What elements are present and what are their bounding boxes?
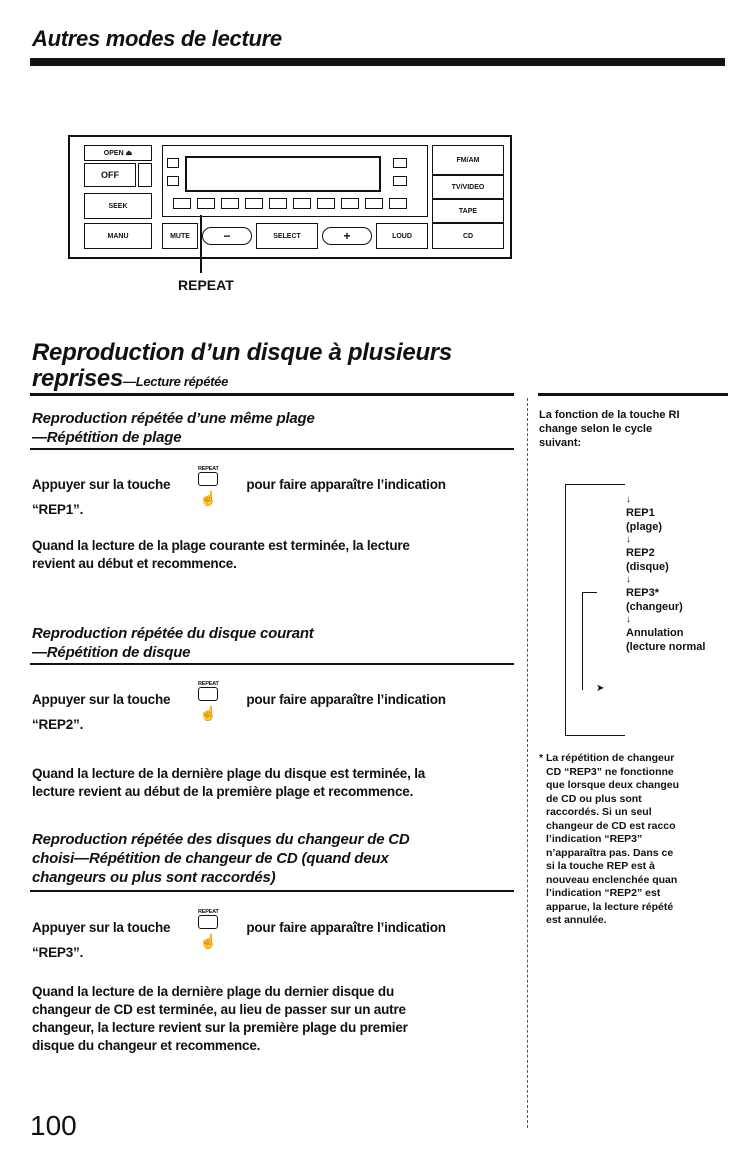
arrow-down-icon: ↓	[626, 494, 631, 505]
repeat-callout-label: REPEAT	[178, 277, 234, 293]
note-line: si la touche REP est à	[546, 860, 655, 872]
repeat-key-label: REPEAT	[197, 681, 219, 687]
tv-video-button: TV/VIDEO	[432, 175, 504, 199]
section1-rule	[30, 448, 514, 450]
preset-button	[173, 198, 191, 209]
sidebar-intro-line: La fonction de la touche RI	[539, 409, 680, 421]
section1-instruction	[32, 466, 502, 519]
indication-text: “REP1”.	[32, 502, 84, 517]
volume-up-button: +	[322, 227, 372, 245]
preset-button	[293, 198, 311, 209]
dsp-button	[393, 176, 407, 186]
sidebar-intro	[539, 408, 754, 450]
off-button: OFF	[84, 163, 136, 187]
cycle-mode-desc: (disque)	[626, 561, 669, 573]
note-line: CD “REP3” ne fonctionne	[546, 765, 674, 778]
section-title-line1: Reproduction d’un disque à plusieurs	[32, 339, 452, 366]
section3-heading-line1: Reproduction répétée des disques du changeur de CD	[32, 831, 410, 848]
header-rule	[30, 58, 725, 66]
cycle-mode-desc: (changeur)	[626, 601, 683, 613]
page-header-title: Autres modes de lecture	[32, 26, 282, 51]
cycle-mode-desc: (plage)	[626, 521, 663, 533]
cycle-mode: Annulation	[626, 627, 684, 639]
volume-down-button: −	[202, 227, 252, 245]
title-rule-side	[538, 393, 728, 396]
desc-line: lecture revient au début de la première plage et recommence.	[32, 784, 414, 799]
seek-ams-button: SEEK	[84, 193, 152, 219]
lcd-display	[185, 156, 381, 192]
cycle-mode: REP2	[626, 547, 655, 559]
dscan-button	[167, 176, 179, 186]
repeat-key-label: REPEAT	[197, 909, 219, 915]
cycle-diagram	[626, 494, 705, 654]
press-text: Appuyer sur la touche	[32, 692, 171, 707]
sidebar-intro-line: change selon le cycle	[539, 423, 653, 435]
note-line: est annulée.	[546, 914, 607, 926]
loud-button: LOUD	[376, 223, 428, 249]
section2-heading-line1: Reproduction répétée du disque courant	[32, 625, 314, 642]
sidebar-note	[539, 752, 754, 928]
select-button: SELECT	[256, 223, 318, 249]
section1-heading-line1: Reproduction répétée d’une même plage	[32, 410, 315, 427]
section3-heading-line3: changeurs ou plus sont raccordés)	[32, 869, 276, 886]
cycle-mode: REP3*	[626, 587, 660, 599]
cycle-mode: REP1	[626, 507, 655, 519]
section2-rule	[30, 663, 514, 665]
preset-button	[341, 198, 359, 209]
car-stereo-illustration	[68, 135, 512, 259]
indication-text: “REP3”.	[32, 945, 84, 960]
desc-line: Quand la lecture de la dernière plage du dernier disque du	[32, 984, 394, 999]
key-box	[198, 915, 218, 929]
note-line: de CD ou plus sont	[546, 792, 642, 805]
preset-button	[365, 198, 383, 209]
hand-icon: ☝	[199, 490, 217, 506]
section2-description	[32, 765, 512, 801]
section1-description	[32, 537, 502, 573]
hand-icon: ☝	[199, 705, 217, 721]
page-number: 100	[30, 1110, 77, 1141]
section2-heading	[32, 624, 314, 662]
tape-button: TAPE	[432, 199, 504, 223]
desc-line: changeur de CD est terminée, au lieu de passer sur un autre	[32, 1002, 406, 1017]
section3-rule	[30, 890, 514, 892]
cd-button: CD	[432, 223, 504, 249]
bbe-button	[393, 158, 407, 168]
section-title	[32, 340, 452, 395]
desc-line: Quand la lecture de la dernière plage du disque est terminée, la	[32, 766, 426, 781]
repeat-key-icon	[188, 466, 228, 505]
rep-small-button	[167, 158, 179, 168]
fm-am-button: FM/AM	[432, 145, 504, 175]
title-rule-main	[30, 393, 514, 396]
preset-button	[317, 198, 335, 209]
preset-button	[269, 198, 287, 209]
section-title-suffix: —Lecture répétée	[123, 374, 229, 389]
arrow-down-icon: ↓	[626, 614, 631, 625]
section3-heading-line2: choisi—Répétition de changeur de CD (quand deux	[32, 850, 389, 867]
section1-heading	[32, 409, 315, 447]
press-text: Appuyer sur la touche	[32, 477, 171, 492]
note-line: nouveau enclenchée quan	[546, 873, 678, 886]
section3-heading	[32, 830, 410, 887]
note-line: * La répétition de changeur	[539, 752, 675, 764]
arrow-down-icon: ↓	[626, 534, 631, 545]
section1-heading-line2: —Répétition de plage	[32, 429, 182, 446]
arrow-right-icon: ➤	[596, 683, 605, 694]
mute-button: MUTE	[162, 223, 198, 249]
key-box	[198, 687, 218, 701]
sidebar-divider	[527, 398, 528, 1128]
note-line: l’indication “REP3”	[546, 833, 643, 845]
repeat-callout-line	[200, 215, 202, 273]
section3-instruction	[32, 909, 502, 962]
manu-disc-button: MANU	[84, 223, 152, 249]
desc-line: Quand la lecture de la plage courante est terminée, la lecture	[32, 538, 410, 553]
center-panel	[162, 145, 428, 217]
press-after-text: pour faire apparaître l’indication	[246, 920, 446, 935]
cycle-diagram-loop	[582, 592, 597, 690]
preset-button	[245, 198, 263, 209]
sidebar-intro-line: suivant:	[539, 437, 582, 449]
press-text: Appuyer sur la touche	[32, 920, 171, 935]
note-line: raccordés. Si un seul	[546, 806, 652, 818]
repeat-key-icon	[188, 909, 228, 948]
press-after-text: pour faire apparaître l’indication	[246, 477, 446, 492]
press-after-text: pour faire apparaître l’indication	[246, 692, 446, 707]
arrow-down-icon: ↓	[626, 574, 631, 585]
desc-line: revient au début et recommence.	[32, 556, 237, 571]
hand-icon: ☝	[199, 933, 217, 949]
desc-line: disque du changeur et recommence.	[32, 1038, 261, 1053]
cycle-mode-desc: (lecture normal	[626, 641, 706, 653]
desc-line: changeur, la lecture revient sur la première plage du premier	[32, 1020, 408, 1035]
preset-buttons-row	[173, 198, 413, 212]
note-line: changeur de CD est racco	[546, 819, 676, 832]
preset-button	[221, 198, 239, 209]
section-title-line2: reprises	[32, 365, 123, 392]
note-line: n’apparaîtra pas. Dans ce	[546, 846, 674, 859]
repeat-key-icon	[188, 681, 228, 720]
preset-button	[389, 198, 407, 209]
section3-description	[32, 983, 512, 1055]
source-button	[138, 163, 152, 187]
indication-text: “REP2”.	[32, 717, 84, 732]
note-line: apparue, la lecture répété	[546, 900, 674, 913]
open-button: OPEN ⏏	[84, 145, 152, 161]
repeat-key-label: REPEAT	[197, 466, 219, 472]
note-line: l’indication “REP2” est	[546, 887, 661, 899]
preset-button	[197, 198, 215, 209]
key-box	[198, 472, 218, 486]
section2-instruction	[32, 681, 502, 734]
section2-heading-line2: —Répétition de disque	[32, 644, 191, 661]
note-line: que lorsque deux changeu	[546, 779, 680, 791]
